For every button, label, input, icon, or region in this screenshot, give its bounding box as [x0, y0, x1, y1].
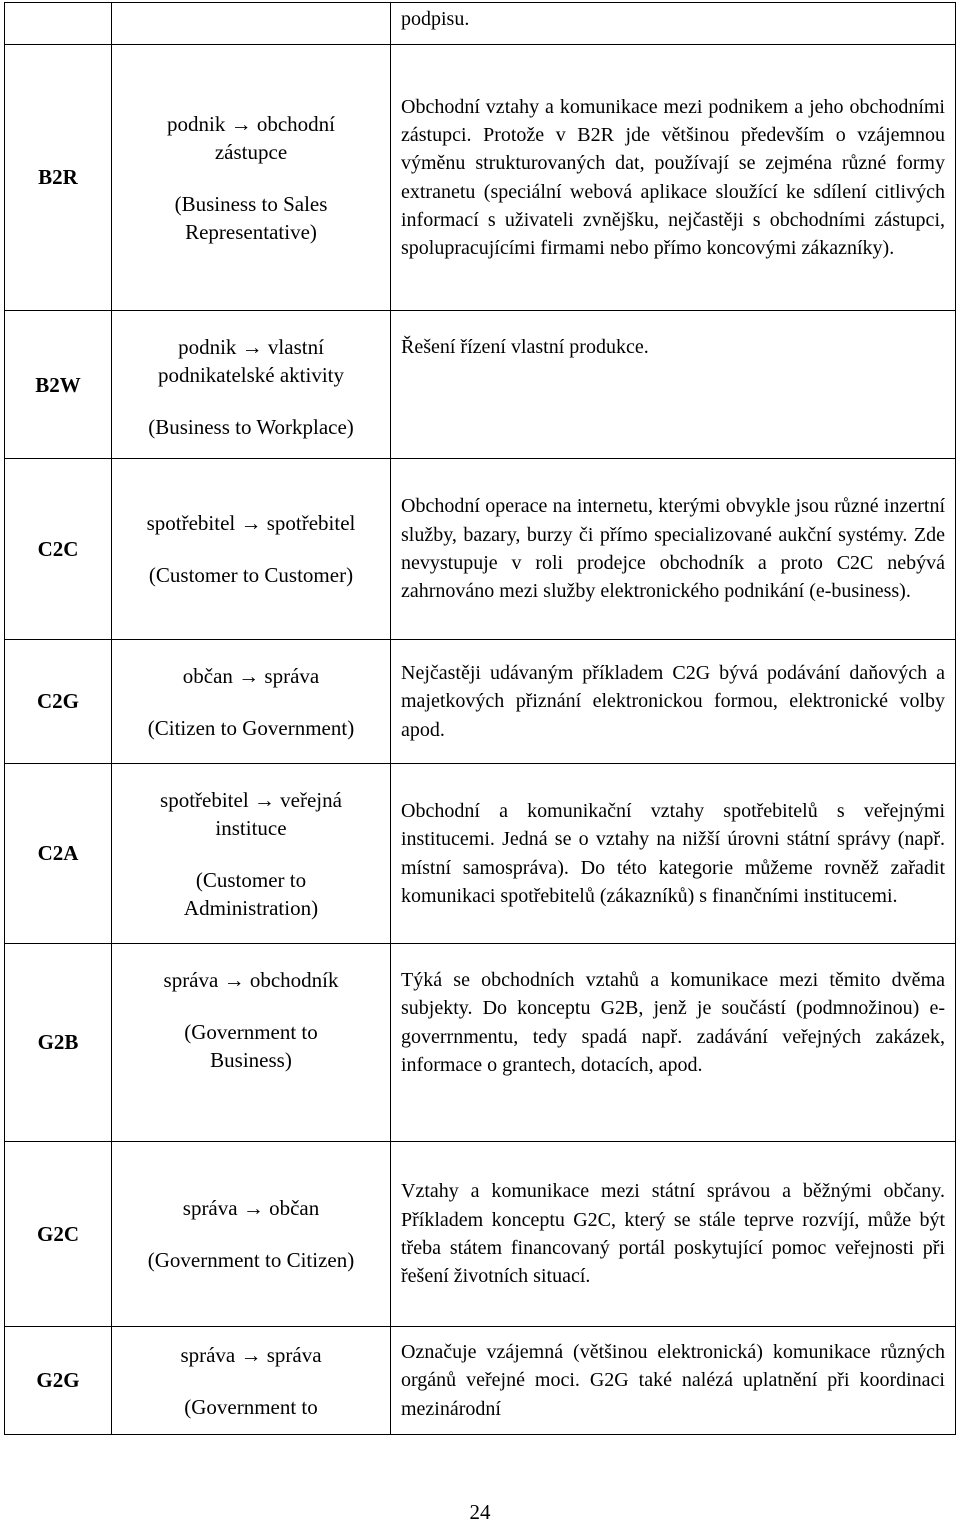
description-text: Označuje vzájemná (většinou elektronická) komunikace různých orgánů veřejné moci. G2G také nalézá uplatnění při koordinaci mezinárodní: [401, 1341, 945, 1420]
description-cell: [391, 640, 956, 764]
description-text: Vztahy a komunikace mezi státní správou a běžnými občany. Příkladem konceptu G2C, který se stále teprve rozvíjí, může být třeba státem financovaný portál poskytující pomoc veřejnosti při řešení životních situací.: [401, 1180, 945, 1288]
term-cell: [112, 3, 391, 45]
code-cell: [5, 1142, 112, 1327]
table-row: [5, 311, 956, 459]
term-text: správa → správa: [180, 1342, 322, 1367]
table-row: [5, 764, 956, 944]
english-text: (Business to Workplace): [148, 415, 354, 439]
code-cell: [5, 640, 112, 764]
code-cell: [5, 3, 112, 45]
term-cell: [112, 311, 391, 459]
code-text: C2G: [37, 689, 79, 713]
term-cell: [112, 944, 391, 1142]
english-text: (Customer to Administration): [183, 867, 319, 920]
english-text: (Citizen to Government): [147, 715, 355, 740]
code-cell: [5, 311, 112, 459]
term-cell: [112, 764, 391, 944]
description-text: Řešení řízení vlastní produkce.: [401, 336, 649, 358]
code-cell: [5, 764, 112, 944]
description-cell: [391, 1142, 956, 1327]
table-row: [5, 640, 956, 764]
description-text: Obchodní operace na internetu, kterými obvykle jsou různé inzertní služby, bazary, burzy či přímo specializované aukční systémy. Zde nevystupuje v roli prodejce obchodník a proto C2C nebývá zahrnováno mezi služby elektronického podnikání (e-business).: [401, 495, 945, 603]
code-text: B2W: [35, 373, 81, 397]
term-cell: [112, 1142, 391, 1327]
ebusiness-models-table: [4, 2, 956, 1435]
description-cell: [391, 764, 956, 944]
description-text: Obchodní vztahy a komunikace mezi podnikem a jeho obchodními zástupci. Protože v B2R jde většinou především o vzájemnou výměnu strukturovaných dat, používají se zejména různé formy extranetu (speciální webová aplikace sloužící ke sdílení citlivých informací s uživateli zvnějšku, nejčastěji s obchodními zástupci, spolupracujícími firmami nebo přímo koncovými zákazníky).: [401, 95, 945, 260]
table-row: [5, 944, 956, 1142]
term-text: správa → obchodník: [163, 968, 339, 992]
description-text: Obchodní a komunikační vztahy spotřebitelů s veřejnými institucemi. Jedná se o vztahy na nižší úrovni státní správy (např. místní samospráva). Do této kategorie můžeme rovněž zařadit komunikaci spotřebitelů (zákazníků) s finančními institucemi.: [401, 799, 945, 907]
description-cell: [391, 1327, 956, 1435]
table-row: [5, 1327, 956, 1435]
description-cell: [391, 459, 956, 640]
english-text: (Government to: [184, 1394, 318, 1419]
description-cell: [391, 45, 956, 311]
code-cell: [5, 1327, 112, 1435]
table-row: [5, 3, 956, 45]
code-text: G2B: [37, 1030, 79, 1054]
description-text: Týká se obchodních vztahů a komunikace mezi těmito dvěma subjekty. Do konceptu G2B, jenž je součástí (podmnožinou) e-goverrnmentu, tedy spadá např. zadávání veřejných zakázek, informace o grantech, dotacích, apod.: [401, 969, 945, 1076]
english-text: (Customer to Customer): [148, 563, 354, 587]
description-cell: [391, 3, 956, 45]
english-text: (Business to Sales Representative): [174, 191, 328, 244]
code-text: C2C: [37, 536, 79, 561]
term-cell: [112, 1327, 391, 1435]
term-text: podnik → vlastní podnikatelské aktivity: [157, 335, 345, 387]
term-cell: [112, 45, 391, 311]
description-text: podpisu.: [401, 8, 470, 30]
code-text: G2G: [36, 1368, 80, 1392]
description-text: Nejčastěji udávaným příkladem C2G bývá podávání daňových a majetkových přiznání elektronickou formou, elektronické volby apod.: [401, 662, 945, 741]
table-row: [5, 45, 956, 311]
code-cell: [5, 459, 112, 640]
term-text: spotřebitel → spotřebitel: [146, 511, 356, 535]
term-text: podnik → obchodní zástupce: [167, 111, 335, 164]
table-row: [5, 1142, 956, 1327]
code-text: G2C: [37, 1221, 79, 1246]
term-cell: [112, 459, 391, 640]
description-cell: [391, 944, 956, 1142]
term-text: občan → správa: [182, 663, 320, 688]
term-cell: [112, 640, 391, 764]
english-text: (Government to Citizen): [147, 1248, 355, 1272]
description-cell: [391, 311, 956, 459]
term-text: spotřebitel → veřejná instituce: [160, 787, 342, 840]
english-text: (Government to Business): [184, 1020, 318, 1072]
code-cell: [5, 45, 112, 311]
code-cell: [5, 944, 112, 1142]
code-text: B2R: [38, 165, 78, 189]
page-number: 24: [469, 1500, 491, 1524]
table-row: [5, 459, 956, 640]
code-text: C2A: [37, 841, 79, 865]
term-text: správa → občan: [182, 1196, 320, 1220]
